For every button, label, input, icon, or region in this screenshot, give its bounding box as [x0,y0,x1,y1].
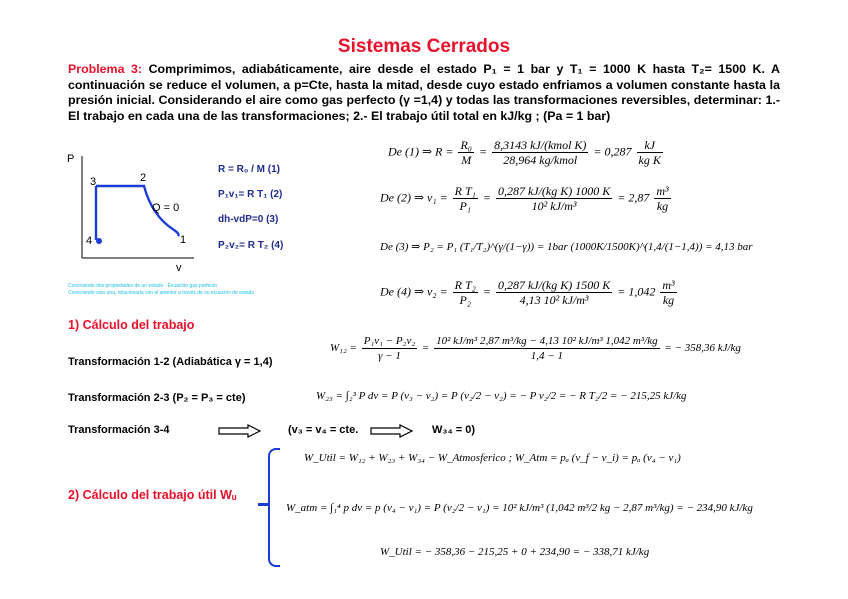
section-2-heading: 2) Cálculo del trabajo útil Wᵤ [68,488,237,502]
transformation-2-3-label: Transformación 2-3 (P₂ = P₃ = cte) [68,392,246,404]
problem-statement [68,62,780,124]
axis-v-label: v [176,262,182,274]
w12-equation: W₁₂ = $\frac{\text{P₁v₁ − P₂v₂}}{\gamma - 1}$ = $\frac{\text{10² kJ/m³ 2,87 m³/kg − 4,13 10² kJ/m³ 1,042 m³/kg}}{1,4 - 1}$ = − 358,36 kJ/kg [330,335,741,362]
de3-equation: De (3) ⇒ P₂ = P₁ (T₁/T₂)^(γ/(1−γ)) = 1bar (1000K/1500K)^(1,4/(1−1,4)) = 4,13 bar [380,241,753,253]
de2-equation: De (2) ⇒ v₁ = $\frac{\text{R T₁}}{\text{P₁}}$ = $\frac{\text{0,287 kJ/(kg K) 1000 K}}{\text{10² kJ/m³}}$ = 2,87 $\frac{\text{m³}}{kg}$ [380,184,669,213]
brace-tip [258,503,269,506]
page-title: Sistemas Cerrados [337,36,511,57]
note-1: Conociendo dos propiedades de un estado : Ecuación gas perfecto [68,283,217,289]
point-4-label: 4 [86,235,93,247]
note-2: Conociendo solo una, relacionarla con el anterior a través de su ecuación de estado [68,290,255,296]
relation-2: P₁v₁= R T₁ (2) [218,189,283,200]
axis-p-label: P [67,153,75,165]
v3-v4-condition: (v₃ = v₄ = cte. [288,424,359,436]
arrow-icon [218,424,262,438]
arrow-icon [370,424,414,438]
relation-1: R = R₀ / M (1) [218,164,281,175]
relation-4: P₂v₂= R T₂ (4) [218,240,284,251]
section-1-heading: 1) Cálculo del trabajo [68,318,195,332]
transformation-1-2-label: Transformación 1-2 (Adiabática γ = 1,4) [68,356,273,368]
w34-result: W₃₄ = 0) [432,424,476,436]
brace [268,448,280,567]
pv-diagram [66,152,206,278]
problem-lead: Problema 3: [68,62,143,76]
de4-equation: De (4) ⇒ v₂ = $\frac{\text{R T₂}}{\text{P₂}}$ = $\frac{\text{0,287 kJ/(kg K) 1500 K}}{\text{4,13 10² kJ/m³}}$ = 1,042 $\frac{\text{m³}}{kg}$ [380,278,675,307]
point-3-label: 3 [90,176,97,188]
wutil-result: W_Util = − 358,36 − 215,25 + 0 + 234,90 = − 338,71 kJ/kg [380,546,650,558]
q-zero-label: Q = 0 [152,202,180,214]
point-2-label: 2 [140,172,147,184]
w23-equation: W₂₃ = ∫₂³ P dv = P (v₃ − v₂) = P (v₂/2 − v₂) = − P v₂/2 = − R T₂/2 = − 215,25 kJ/kg [316,390,687,402]
transformation-3-4-label: Transformación 3-4 [68,424,170,436]
point-4-dot [96,238,102,244]
de1-equation: De (1) ⇒ R = $\frac{\text{R₀}}{M}$ = $\frac{\text{8,3143 kJ/(kmol K)}}{\text{28,964 kg/kmol}}$ = 0,287 $\frac{kJ}{\text{kg K}}$ [388,138,661,167]
point-1-label: 1 [180,234,187,246]
relation-3: dh-vdP=0 (3) [218,214,279,225]
problem-text: Comprimimos, adiabáticamente, aire desde el estado P₁ = 1 bar y T₁ = 1000 K hasta T₂= 1500 K. A continuación se reduce el volumen, a p=Cte, hasta la mitad, desde cuyo estado enfriamos a volumen constante hasta la presión inicial. Considerando el aire como gas perfecto (γ =1,4) y todas las transformaciones reversibles, determinar: 1.- El trabajo en cada una de las transformaciones; 2.- El trabajo útil total en kJ/kg ; (Pa = 1 bar) [68,62,780,123]
watm-equation: W_atm = ∫₁⁴ p dv = p (v₄ − v₁) = P (v₂/2 − v₁) = 10² kJ/m³ (1,042 m³/2 kg − 2,87 m³/kg) = − 234,90 kJ/kg [286,502,753,514]
wutil-definition: W_Util = W₁₂ + W₂₃ + W₃₄ − W_Atmosferico ; W_Atm = pₐ (v_f − v_i) = pₐ (v₄ − v₁) [304,452,681,464]
